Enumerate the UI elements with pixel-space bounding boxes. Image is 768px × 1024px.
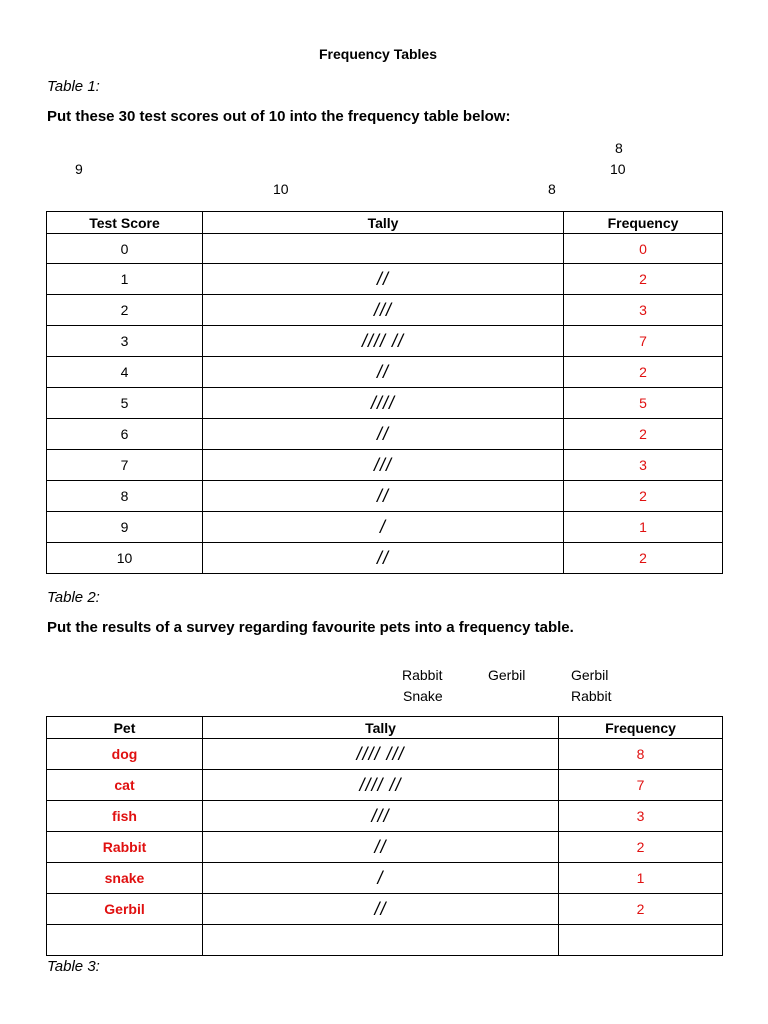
tally-cell: //// //: [203, 770, 559, 801]
frequency-cell: 3: [564, 450, 723, 481]
table2-caption: Table 2:: [47, 589, 100, 606]
table3-caption: Table 3:: [47, 958, 100, 975]
tally-cell: //// //: [203, 326, 564, 357]
frequency-cell: 2: [564, 481, 723, 512]
frequency-cell: 1: [564, 512, 723, 543]
test-score-cell: 2: [47, 295, 203, 326]
table-row: [47, 419, 723, 450]
test-score-frequency-table: [46, 211, 723, 574]
page-title: Frequency Tables: [319, 46, 438, 62]
frequency-cell: 1: [559, 863, 723, 894]
test-score-cell: 4: [47, 357, 203, 388]
test-score-cell: 0: [47, 234, 203, 264]
table1-caption: Table 1:: [47, 78, 100, 95]
tally-cell: [203, 925, 559, 956]
test-score-cell: 9: [47, 512, 203, 543]
test-score-cell: 5: [47, 388, 203, 419]
pet-cell: fish: [47, 801, 203, 832]
tally-cell: ////: [203, 388, 564, 419]
column-header: Tally: [203, 717, 559, 739]
tally-cell: //: [203, 832, 559, 863]
scattered-pet: Gerbil: [488, 667, 526, 683]
frequency-cell: 8: [559, 739, 723, 770]
scattered-score: 10: [273, 181, 289, 197]
table-row: [47, 234, 723, 264]
table-header-row: [47, 212, 723, 234]
tally-cell: ///: [203, 450, 564, 481]
table-row: [47, 388, 723, 419]
scattered-score: 9: [75, 161, 83, 177]
scattered-pet: Rabbit: [571, 688, 612, 704]
table1-instruction: Put these 30 test scores out of 10 into the frequency table below:: [47, 108, 511, 125]
scattered-pet: Rabbit: [402, 667, 443, 683]
frequency-cell: 0: [564, 234, 723, 264]
table-row: [47, 450, 723, 481]
table-row: [47, 801, 723, 832]
table-row: [47, 512, 723, 543]
frequency-cell: [559, 925, 723, 956]
pet-frequency-table: [46, 716, 723, 956]
scattered-pet: Gerbil: [571, 667, 609, 683]
frequency-cell: 3: [559, 801, 723, 832]
frequency-cell: 2: [559, 832, 723, 863]
test-score-cell: 3: [47, 326, 203, 357]
table-row: [47, 832, 723, 863]
pet-cell: cat: [47, 770, 203, 801]
frequency-cell: 7: [564, 326, 723, 357]
pet-cell: Gerbil: [47, 894, 203, 925]
scattered-score: 8: [548, 181, 556, 197]
tally-cell: //// ///: [203, 739, 559, 770]
column-header: Tally: [203, 212, 564, 234]
frequency-cell: 2: [564, 419, 723, 450]
pet-cell: [47, 925, 203, 956]
column-header: Frequency: [559, 717, 723, 739]
scattered-score: 10: [610, 161, 626, 177]
frequency-cell: 7: [559, 770, 723, 801]
scattered-score: 8: [615, 140, 623, 156]
tally-cell: //: [203, 894, 559, 925]
pet-cell: Rabbit: [47, 832, 203, 863]
frequency-cell: 3: [564, 295, 723, 326]
tally-cell: //: [203, 481, 564, 512]
tally-cell: //: [203, 419, 564, 450]
test-score-cell: 7: [47, 450, 203, 481]
column-header: Frequency: [564, 212, 723, 234]
test-score-cell: 10: [47, 543, 203, 574]
table-row: [47, 481, 723, 512]
table-row: [47, 264, 723, 295]
column-header: Pet: [47, 717, 203, 739]
test-score-cell: 8: [47, 481, 203, 512]
tally-cell: /: [203, 512, 564, 543]
table-row: [47, 357, 723, 388]
tally-cell: ///: [203, 801, 559, 832]
table-header-row: [47, 717, 723, 739]
test-score-cell: 1: [47, 264, 203, 295]
table-row: [47, 326, 723, 357]
table-row: [47, 295, 723, 326]
table-row: [47, 543, 723, 574]
table-row: [47, 863, 723, 894]
scattered-pet: Snake: [403, 688, 443, 704]
table-row: [47, 894, 723, 925]
frequency-cell: 2: [564, 264, 723, 295]
frequency-cell: 5: [564, 388, 723, 419]
table-row: [47, 770, 723, 801]
tally-cell: ///: [203, 295, 564, 326]
tally-cell: //: [203, 357, 564, 388]
frequency-cell: 2: [564, 357, 723, 388]
pet-cell: snake: [47, 863, 203, 894]
column-header: Test Score: [47, 212, 203, 234]
frequency-cell: 2: [559, 894, 723, 925]
tally-cell: /: [203, 863, 559, 894]
tally-cell: [203, 234, 564, 264]
table2-instruction: Put the results of a survey regarding favourite pets into a frequency table.: [47, 619, 574, 636]
frequency-cell: 2: [564, 543, 723, 574]
pet-cell: dog: [47, 739, 203, 770]
test-score-cell: 6: [47, 419, 203, 450]
tally-cell: //: [203, 543, 564, 574]
table-row: [47, 739, 723, 770]
tally-cell: //: [203, 264, 564, 295]
table-row: [47, 925, 723, 956]
